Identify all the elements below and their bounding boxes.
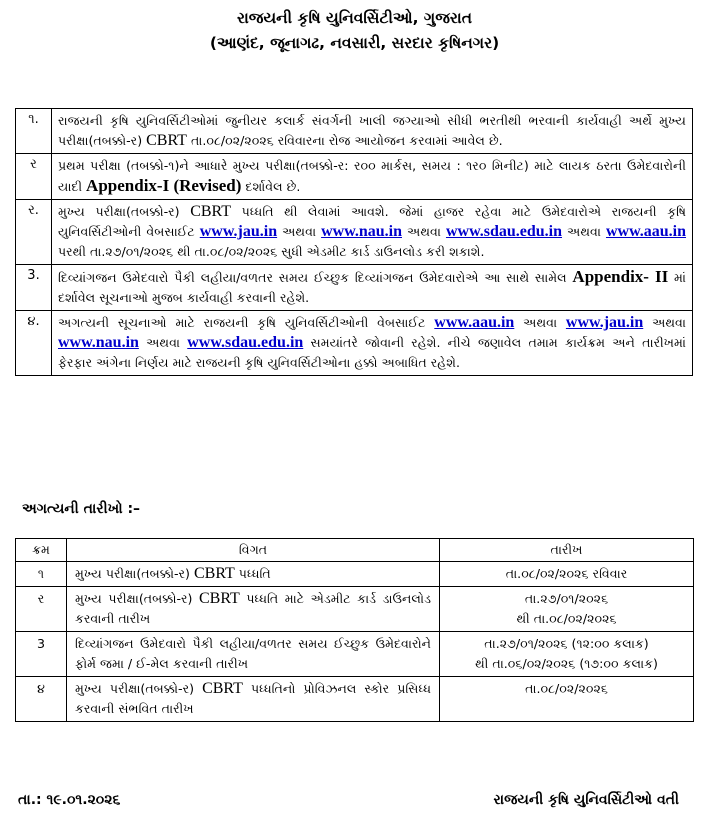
notice-row	[16, 154, 693, 200]
row-detail	[67, 632, 440, 677]
notice-text-part: અથવા	[402, 224, 446, 239]
notice-number: ૪.	[16, 311, 52, 376]
detail-text: પધ્ધતિ માટે એડમીટ કાર્ડ ડાઉનલોડ કરવાની તારીખ	[75, 591, 431, 626]
cbrt-label: CBRT	[202, 680, 243, 697]
notice-text-part: અથવા	[277, 224, 322, 239]
notice-number: ૧.	[16, 109, 52, 154]
website-link-sdau[interactable]: www.sdau.edu.in	[187, 334, 304, 351]
detail-text: મુખ્ય પરીક્ષા(તબક્કો-ર)	[75, 566, 194, 581]
row-number: ૪	[16, 677, 67, 722]
notice-text-part: અથવા	[138, 335, 188, 350]
notice-text-part: અથવા	[562, 224, 606, 239]
notice-row	[16, 109, 693, 154]
date-line: તા.૦૮/૦૨/૨૦૨૬ રવિવાર	[505, 566, 628, 581]
cbrt-label: CBRT	[198, 590, 240, 607]
detail-text: મુખ્ય પરીક્ષા(તબક્કો-ર)	[75, 681, 203, 696]
notice-text	[52, 200, 693, 265]
notice-row	[16, 265, 693, 311]
notice-text-part: પ્રથમ પરીક્ષા (તબક્કો-૧)ને આધારે મુખ્ય પરીક્ષા(તબક્કો-ર: ર૦૦ માર્કસ, સમય : ૧ર૦ મિનીટ) માટે લાયક ઠરતા ઉમેદવારોની યાદી	[58, 158, 686, 194]
table-header-row	[16, 539, 694, 562]
appendix-label: Appendix-I (Revised)	[86, 176, 242, 195]
notice-text-part: દિવ્યાંગજન ઉમેદવારો પૈકી લહીયા/વળતર સમય ઈચ્છુક દિવ્યાંગજન ઉમેદવારોએ આ સાથે સામેલ	[58, 270, 573, 285]
notice-row	[16, 200, 693, 265]
signature-line: રાજયની કૃષિ યુનિવર્સિટીઓ વતી	[493, 792, 679, 808]
notice-text-part: અથવા	[643, 315, 686, 330]
website-link-nau[interactable]: www.nau.in	[321, 223, 402, 240]
header-title: રાજયની કૃષિ યુનિવર્સિટીઓ, ગુજરાત	[236, 9, 473, 27]
notice-text	[52, 109, 693, 154]
date-line: થી તા.૦૮/૦૨/૨૦૨૬	[516, 611, 617, 626]
important-dates-heading: અગત્યની તારીખો :–	[22, 501, 141, 517]
notice-number: ર.	[16, 200, 52, 265]
notice-text	[52, 311, 693, 376]
row-number: ર	[16, 587, 67, 632]
website-link-aau[interactable]: www.aau.in	[434, 314, 515, 331]
notice-text	[52, 265, 693, 311]
notice-text-part: રાજયની કૃષિ યુનિવર્સિટીઓમાં જુનીયર કલાર્ક સંવર્ગની ખાલી જગ્યાઓ સીધી ભરતીથી ભરવાની કાર્યવાહી અર્થે મુખ્ય પરીક્ષા(તબક્કો-ર)	[58, 113, 686, 148]
row-date	[440, 677, 694, 722]
column-header-number: ક્રમ	[16, 539, 67, 562]
website-link-aau[interactable]: www.aau.in	[605, 223, 687, 240]
website-link-nau[interactable]: www.nau.in	[58, 334, 139, 351]
notice-text-part: તા.૦૮/૦૨/૨૦૨૬ રવિવારના રોજ આયોજન કરવામાં આવેલ છે.	[186, 133, 503, 148]
table-row	[16, 587, 694, 632]
detail-text: દિવ્યાંગજન ઉમેદવારો પૈકી લહીયા/વળતર સમય ઈચ્છુક ઉમેદવારોને ફોર્મ જમા / ઈ-મેલ કરવાની તારીખ	[75, 636, 431, 671]
cbrt-label: CBRT	[146, 132, 187, 149]
date-line: થી તા.૦૬/૦૨/૨૦૨૬ (૧૭:૦૦ કલાક)	[475, 656, 658, 671]
detail-text: પધ્ધતિનો પ્રોવિઝનલ સ્કોર પ્રસિધ્ધ કરવાની સંભવિત તારીખ	[75, 681, 432, 716]
column-header-detail: વિગત	[67, 539, 440, 562]
website-link-jau[interactable]: www.jau.in	[565, 314, 644, 331]
notice-text-part: અથવા	[514, 315, 566, 330]
notice-text-part: માં દર્શાવેલ સૂચનાઓ મુજબ કાર્યવાહી કરવાની રહેશે.	[58, 270, 687, 305]
row-number: ૧	[16, 562, 67, 587]
notice-text-part: સમયાંતરે જોવાની રહેશે. નીચે જણાવેલ તમામ કાર્યક્રમ અને તારીખમાં ફેરફાર અંગેના નિર્ણય માટે રાજયની કૃષિ યુનિવર્સિટીઓના હક્કો અબાધિત રહેશે.	[58, 335, 687, 370]
date-line: તા.૦૮/૦૨/૨૦૨૬	[525, 681, 608, 696]
row-date	[440, 587, 694, 632]
table-row	[16, 562, 694, 587]
appendix-label: Appendix- II	[572, 267, 669, 286]
row-detail	[67, 677, 440, 722]
date-line: તા.૨૭/૦૧/૨૦૨૬	[524, 591, 609, 606]
row-number: 3	[16, 632, 67, 677]
notice-text-part: પરથી તા.૨૭/૦૧/૨૦૨૬ થી તા.૦૮/૦૨/૨૦૨૬ સુધી એડમીટ કાર્ડ ડાઉનલોડ કરી શકાશે.	[58, 244, 485, 259]
notice-table	[15, 108, 693, 376]
row-date	[440, 562, 694, 587]
notice-text-part: પધ્ધતિ થી લેવામાં આવશે. જેમાં હાજર રહેવા માટે ઉમેદવારોએ રાજયની કૃષિ યુનિવર્સિટીઓની વેબસાઈટ	[58, 204, 686, 239]
row-detail	[67, 562, 440, 587]
notice-text	[52, 154, 693, 200]
detail-text: પધ્ધતિ	[234, 566, 271, 581]
notice-row	[16, 311, 693, 376]
date-line: તા.૨૭/૦૧/૨૦૨૬ (૧૨:૦૦ કલાક)	[484, 636, 649, 651]
row-date	[440, 632, 694, 677]
table-row	[16, 677, 694, 722]
notice-text-part: મુખ્ય પરીક્ષા(તબક્કો-ર)	[58, 204, 191, 219]
table-row	[16, 632, 694, 677]
notice-number: 3.	[16, 265, 52, 311]
detail-text: મુખ્ય પરીક્ષા(તબક્કો-ર)	[75, 591, 199, 606]
cbrt-label: CBRT	[193, 565, 235, 582]
website-link-sdau[interactable]: www.sdau.edu.in	[445, 223, 563, 240]
column-header-date: તારીખ	[440, 539, 694, 562]
notice-text-part: દર્શાવેલ છે.	[241, 179, 301, 194]
important-dates-table	[15, 538, 694, 722]
issue-date: તા.: ૧૯.૦૧.૨૦૨૬	[18, 792, 121, 808]
document-header	[0, 6, 709, 56]
cbrt-label: CBRT	[190, 203, 232, 220]
website-link-jau[interactable]: www.jau.in	[199, 223, 278, 240]
row-detail	[67, 587, 440, 632]
notice-number: ર	[16, 154, 52, 200]
header-subtitle: (આણંદ, જૂનાગઢ, નવસારી, સરદાર કૃષિનગર)	[209, 34, 500, 52]
notice-text-part: અગત્યની સૂચનાઓ માટે રાજયની કૃષિ યુનિવર્સિટીઓની વેબસાઈટ	[58, 315, 435, 330]
